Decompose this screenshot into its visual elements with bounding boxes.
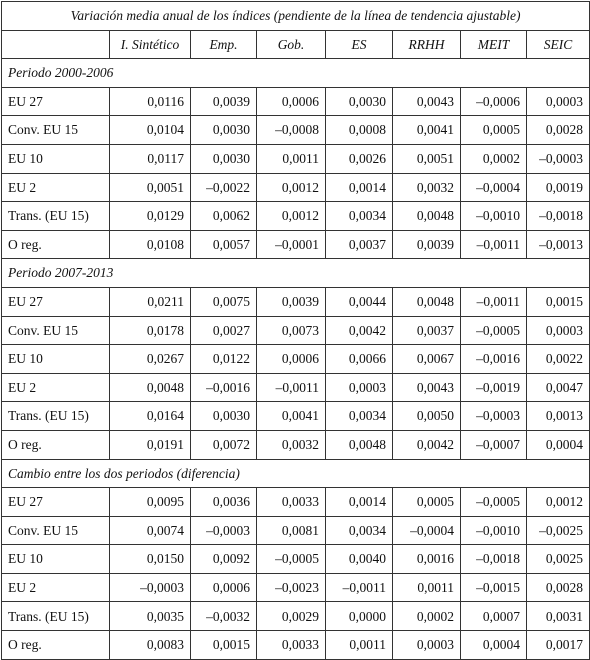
row-label: EU 10 [2,545,110,574]
value-cell: 0,0042 [326,316,393,345]
header-cell-emp: Emp. [191,30,257,59]
value-cell: –0,0004 [461,173,527,202]
value-cell: 0,0051 [110,173,191,202]
value-cell: –0,0011 [461,230,527,259]
value-cell: 0,0073 [257,316,326,345]
value-cell: –0,0006 [461,87,527,116]
table-row [2,488,590,517]
value-cell: –0,0016 [191,373,257,402]
value-cell: 0,0108 [110,230,191,259]
value-cell: 0,0015 [191,631,257,660]
value-cell: 0,0008 [326,116,393,145]
value-cell: 0,0004 [527,430,590,459]
value-cell: 0,0042 [393,430,461,459]
value-cell: –0,0018 [461,545,527,574]
header-cell-seic: SEIC [527,30,590,59]
row-label: O reg. [2,430,110,459]
value-cell: 0,0014 [326,488,393,517]
value-cell: 0,0041 [257,402,326,431]
value-cell: –0,0010 [461,202,527,231]
value-cell: 0,0028 [527,573,590,602]
value-cell: 0,0011 [257,144,326,173]
value-cell: –0,0032 [191,602,257,631]
value-cell: 0,0191 [110,430,191,459]
row-label: EU 2 [2,573,110,602]
header-cell-rrhh: RRHH [393,30,461,59]
header-cell-sintetico: I. Sintético [110,30,191,59]
value-cell: 0,0003 [527,316,590,345]
value-cell: –0,0016 [461,345,527,374]
header-cell-label [2,30,110,59]
value-cell: 0,0150 [110,545,191,574]
table-row [2,345,590,374]
row-label: Trans. (EU 15) [2,602,110,631]
row-label: EU 2 [2,173,110,202]
value-cell: 0,0040 [326,545,393,574]
row-label: Trans. (EU 15) [2,402,110,431]
value-cell: 0,0004 [461,631,527,660]
value-cell: –0,0005 [461,316,527,345]
row-label: Conv. EU 15 [2,516,110,545]
table-row [2,173,590,202]
value-cell: 0,0117 [110,144,191,173]
value-cell: –0,0007 [461,430,527,459]
value-cell: –0,0003 [110,573,191,602]
value-cell: 0,0092 [191,545,257,574]
value-cell: 0,0011 [326,631,393,660]
value-cell: 0,0066 [326,345,393,374]
header-cell-meit: MEIT [461,30,527,59]
value-cell: 0,0030 [191,402,257,431]
value-cell: 0,0016 [393,545,461,574]
value-cell: –0,0004 [393,516,461,545]
value-cell: 0,0067 [393,345,461,374]
value-cell: 0,0122 [191,345,257,374]
row-label: O reg. [2,631,110,660]
row-label: EU 27 [2,287,110,316]
value-cell: 0,0003 [326,373,393,402]
value-cell: –0,0005 [257,545,326,574]
value-cell: 0,0037 [326,230,393,259]
row-label: EU 10 [2,345,110,374]
value-cell: 0,0129 [110,202,191,231]
value-cell: 0,0025 [527,545,590,574]
value-cell: 0,0002 [461,144,527,173]
data-table [1,1,590,660]
table-row [2,230,590,259]
value-cell: 0,0006 [257,345,326,374]
table-row [2,516,590,545]
value-cell: 0,0267 [110,345,191,374]
header-row [2,30,590,59]
table-row [2,545,590,574]
table-row [2,87,590,116]
value-cell: –0,0010 [461,516,527,545]
value-cell: 0,0072 [191,430,257,459]
value-cell: –0,0015 [461,573,527,602]
value-cell: –0,0005 [461,488,527,517]
value-cell: 0,0048 [393,287,461,316]
value-cell: 0,0003 [527,87,590,116]
value-cell: 0,0039 [393,230,461,259]
value-cell: 0,0013 [527,402,590,431]
value-cell: 0,0074 [110,516,191,545]
value-cell: 0,0002 [393,602,461,631]
value-cell: 0,0003 [393,631,461,660]
value-cell: 0,0081 [257,516,326,545]
table-title: Variación media anual de los índices (pendiente de la línea de tendencia ajustable) [2,2,590,31]
value-cell: 0,0043 [393,87,461,116]
value-cell: –0,0003 [461,402,527,431]
value-cell: 0,0030 [191,116,257,145]
row-label: EU 10 [2,144,110,173]
value-cell: 0,0036 [191,488,257,517]
value-cell: –0,0001 [257,230,326,259]
value-cell: 0,0014 [326,173,393,202]
value-cell: 0,0033 [257,488,326,517]
table-row [2,287,590,316]
value-cell: –0,0003 [527,144,590,173]
value-cell: 0,0028 [527,116,590,145]
value-cell: 0,0034 [326,402,393,431]
value-cell: 0,0050 [393,402,461,431]
value-cell: 0,0022 [527,345,590,374]
section-row [2,59,590,88]
table-row [2,316,590,345]
value-cell: 0,0029 [257,602,326,631]
table-row [2,202,590,231]
row-label: EU 2 [2,373,110,402]
value-cell: –0,0011 [257,373,326,402]
section-title: Periodo 2007-2013 [2,259,590,288]
table-row [2,402,590,431]
row-label: O reg. [2,230,110,259]
value-cell: 0,0034 [326,516,393,545]
value-cell: 0,0015 [527,287,590,316]
value-cell: 0,0083 [110,631,191,660]
value-cell: –0,0013 [527,230,590,259]
value-cell: 0,0051 [393,144,461,173]
table-row [2,573,590,602]
value-cell: 0,0047 [527,373,590,402]
value-cell: 0,0027 [191,316,257,345]
value-cell: –0,0011 [461,287,527,316]
value-cell: 0,0011 [393,573,461,602]
value-cell: 0,0034 [326,202,393,231]
value-cell: 0,0000 [326,602,393,631]
value-cell: 0,0006 [257,87,326,116]
value-cell: –0,0018 [527,202,590,231]
value-cell: 0,0048 [393,202,461,231]
value-cell: 0,0104 [110,116,191,145]
value-cell: –0,0008 [257,116,326,145]
value-cell: 0,0044 [326,287,393,316]
value-cell: 0,0057 [191,230,257,259]
value-cell: 0,0005 [461,116,527,145]
value-cell: –0,0003 [191,516,257,545]
value-cell: –0,0011 [326,573,393,602]
value-cell: 0,0032 [257,430,326,459]
value-cell: 0,0095 [110,488,191,517]
value-cell: 0,0012 [257,173,326,202]
value-cell: 0,0005 [393,488,461,517]
value-cell: 0,0164 [110,402,191,431]
value-cell: 0,0039 [257,287,326,316]
value-cell: 0,0048 [326,430,393,459]
table-row [2,116,590,145]
section-title: Periodo 2000-2006 [2,59,590,88]
value-cell: 0,0075 [191,287,257,316]
value-cell: 0,0037 [393,316,461,345]
value-cell: 0,0039 [191,87,257,116]
value-cell: 0,0032 [393,173,461,202]
value-cell: 0,0048 [110,373,191,402]
section-row [2,459,590,488]
value-cell: 0,0012 [527,488,590,517]
table-row [2,631,590,660]
row-label: Trans. (EU 15) [2,202,110,231]
value-cell: 0,0041 [393,116,461,145]
value-cell: 0,0116 [110,87,191,116]
value-cell: –0,0019 [461,373,527,402]
value-cell: 0,0019 [527,173,590,202]
table-body [2,2,590,660]
value-cell: 0,0211 [110,287,191,316]
row-label: Conv. EU 15 [2,116,110,145]
header-cell-es: ES [326,30,393,59]
value-cell: –0,0025 [527,516,590,545]
header-cell-gob: Gob. [257,30,326,59]
value-cell: 0,0043 [393,373,461,402]
value-cell: 0,0031 [527,602,590,631]
value-cell: 0,0017 [527,631,590,660]
value-cell: 0,0012 [257,202,326,231]
title-row [2,2,590,31]
value-cell: 0,0030 [326,87,393,116]
value-cell: 0,0178 [110,316,191,345]
value-cell: 0,0033 [257,631,326,660]
table-row [2,373,590,402]
table-row [2,602,590,631]
table-row [2,430,590,459]
section-title: Cambio entre los dos periodos (diferencia) [2,459,590,488]
value-cell: 0,0006 [191,573,257,602]
row-label: EU 27 [2,87,110,116]
row-label: EU 27 [2,488,110,517]
row-label: Conv. EU 15 [2,316,110,345]
value-cell: 0,0030 [191,144,257,173]
section-row [2,259,590,288]
value-cell: –0,0023 [257,573,326,602]
table-row [2,144,590,173]
value-cell: 0,0007 [461,602,527,631]
value-cell: 0,0026 [326,144,393,173]
value-cell: –0,0022 [191,173,257,202]
value-cell: 0,0062 [191,202,257,231]
value-cell: 0,0035 [110,602,191,631]
